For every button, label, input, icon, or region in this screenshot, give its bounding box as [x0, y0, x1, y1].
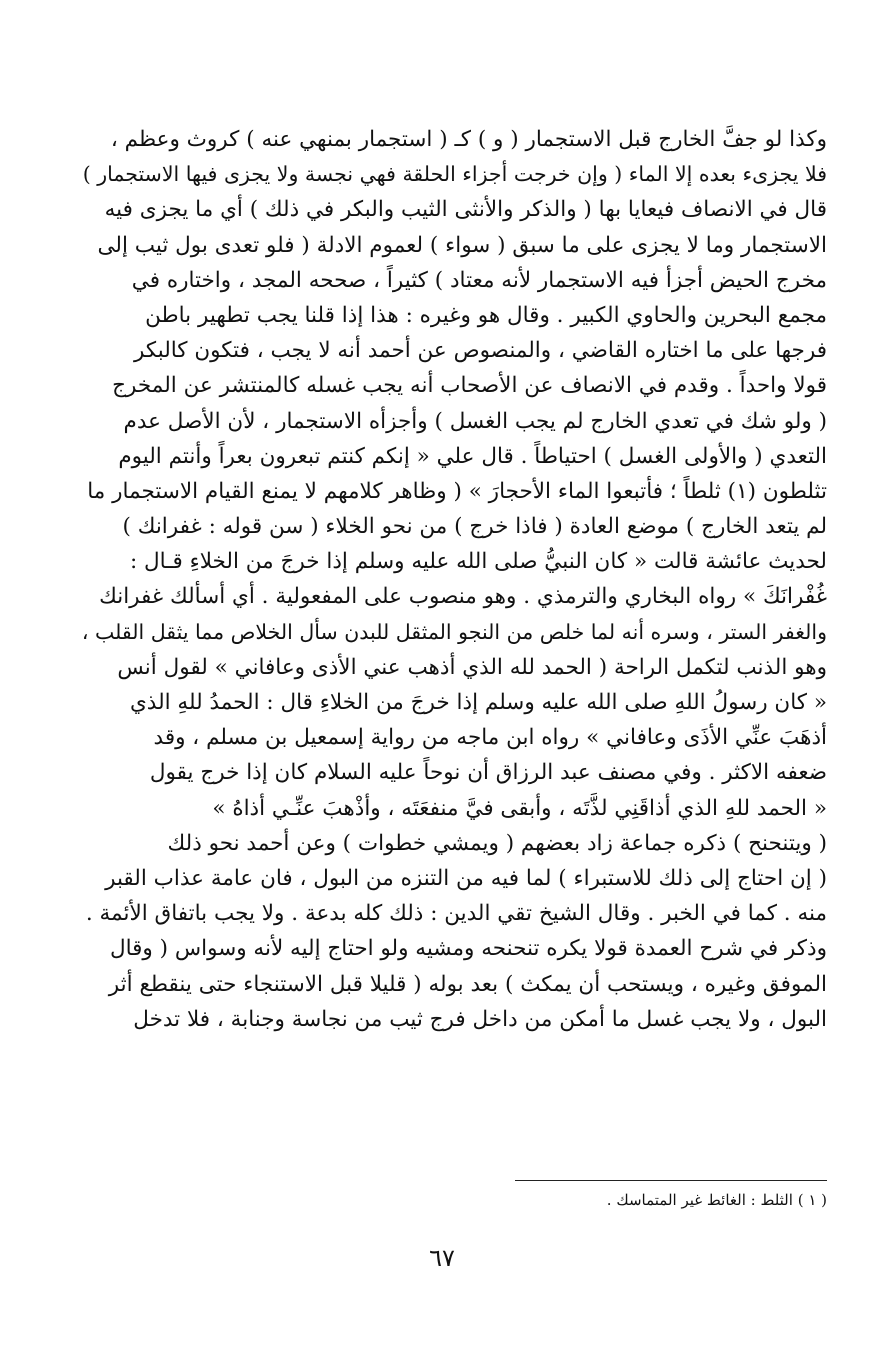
text-line-3: قال في الانصاف فيعايا بها ( والذكر والأنثى الثيب والبكر في ذلك ) أي ما يجزى فيه [104, 197, 827, 223]
footnote: ( ١ ) الثلط : الغائط غير المتماسك . [606, 1191, 827, 1209]
page-number: ٦٧ [429, 1244, 455, 1272]
text-line-8: قولا واحداً . وقدم في الانصاف عن الأصحاب أنه يجب غسله كالمنتشر عن المخرج [112, 373, 827, 399]
text-line-22: ( إن احتاج إلى ذلك للاستبراء ) لما فيه من التنزه من البول ، فان عامة عذاب القبر [105, 865, 827, 891]
main-text-block [75, 122, 827, 1037]
text-line-13: لحديث عائشة قالت « كان النبيُّ صلى الله عليه وسلم إذا خرجَ من الخلاءِ قـال : [129, 549, 827, 575]
text-line-4: الاستجمار وما لا يجزى على ما سبق ( سواء ) لعموم الادلة ( فلو تعدى بول ثيب إلى [97, 232, 827, 258]
text-line-9: ( ولو شك في تعدي الخارج لم يجب الغسل ) وأجزأه الاستجمار ، لأن الأصل عدم [123, 408, 827, 434]
text-line-15: والغفر الستر ، وسره أنه لما خلص من النجو المثقل للبدن سأل الخلاص مما يثقل القلب ، [81, 619, 827, 644]
text-line-7: فرجها على ما اختاره القاضي ، والمنصوص عن أحمد أنه لا يجب ، فتكون كالبكر [133, 338, 827, 364]
text-line-6: مجمع البحرين والحاوي الكبير . وقال هو وغيره : هذا إذا قلنا يجب تطهير باطن [145, 302, 827, 328]
text-line-11: تثلطون (١) ثلطاً ؛ فأتبعوا الماء الأحجارَ » ( وظاهر كلامهم لا يمنع القيام الاستجمار ما [87, 478, 827, 504]
text-line-21: ( ويتنحنح ) ذكره جماعة زاد بعضهم ( ويمشي خطوات ) وعن أحمد نحو ذلك [167, 830, 827, 856]
text-line-1: وكذا لو جفَّ الخارج قبل الاستجمار ( و ) كـ ( استجمار بمنهي عنه ) كروث وعظم ، [110, 127, 827, 152]
text-line-20: « الحمد للهِ الذي أذاقَنِي لذَّتَه ، وأبقى فيَّ منفعَتَه ، وأذْهبَ عنِّـي أذاهُ » [212, 795, 827, 821]
text-line-24: وذكر في شرح العمدة قولا يكره تنحنحه ومشيه ولو احتاج إليه لأنه وسواس ( وقال [109, 936, 827, 962]
text-line-23: منه . كما في الخبر . وقال الشيخ تقي الدين : ذلك كله بدعة . ولا يجب باتفاق الأئمة . [85, 901, 827, 927]
footnote-divider [515, 1180, 827, 1181]
text-line-18: أذهَبَ عنِّي الأذَى وعافاني » رواه ابن ماجه من رواية إسمعيل بن مسلم ، وقد [153, 725, 827, 751]
text-line-16: وهو الذنب لتكمل الراحة ( الحمد لله الذي أذهب عني الأذى وعافاني » لقول أنس [117, 654, 827, 680]
text-line-19: ضعفه الاكثر . وفي مصنف عبد الرزاق أن نوحاً عليه السلام كان إذا خرج يقول [149, 760, 827, 786]
text-line-5: مخرج الحيض أجزأ فيه الاستجمار لأنه معتاد ) كثيراً ، صححه المجد ، واختاره في [131, 267, 827, 293]
text-line-2: فلا يجزىء بعده إلا الماء ( وإن خرجت أجزاء الحلقة فهي نجسة ولا يجزى فيها الاستجمار ) [82, 162, 827, 187]
text-line-14: غُفْرانَكَ » رواه البخاري والترمذي . وهو منصوب على المفعولية . أي أسألك غفرانك [99, 584, 827, 610]
text-line-12: لم يتعد الخارج ) موضع العادة ( فاذا خرج ) من نحو الخلاء ( سن قوله : غفرانك ) [122, 514, 827, 540]
text-line-26: البول ، ولا يجب غسل ما أمكن من داخل فرج ثيب من نجاسة وجنابة ، فلا تدخل [133, 1006, 827, 1032]
text-line-10: التعدي ( والأولى الغسل ) احتياطاً . قال علي « إنكم كنتم تبعرون بعراً وأنتم اليوم [118, 443, 827, 469]
text-line-17: « كان رسولُ اللهِ صلى الله عليه وسلم إذا خرجَ من الخلاءِ قال : الحمدُ للهِ الذي [129, 690, 827, 715]
text-line-25: الموفق وغيره ، ويستحب أن يمكث ) بعد بوله ( قليلا قبل الاستنجاء حتى ينقطع أثر [108, 971, 827, 997]
